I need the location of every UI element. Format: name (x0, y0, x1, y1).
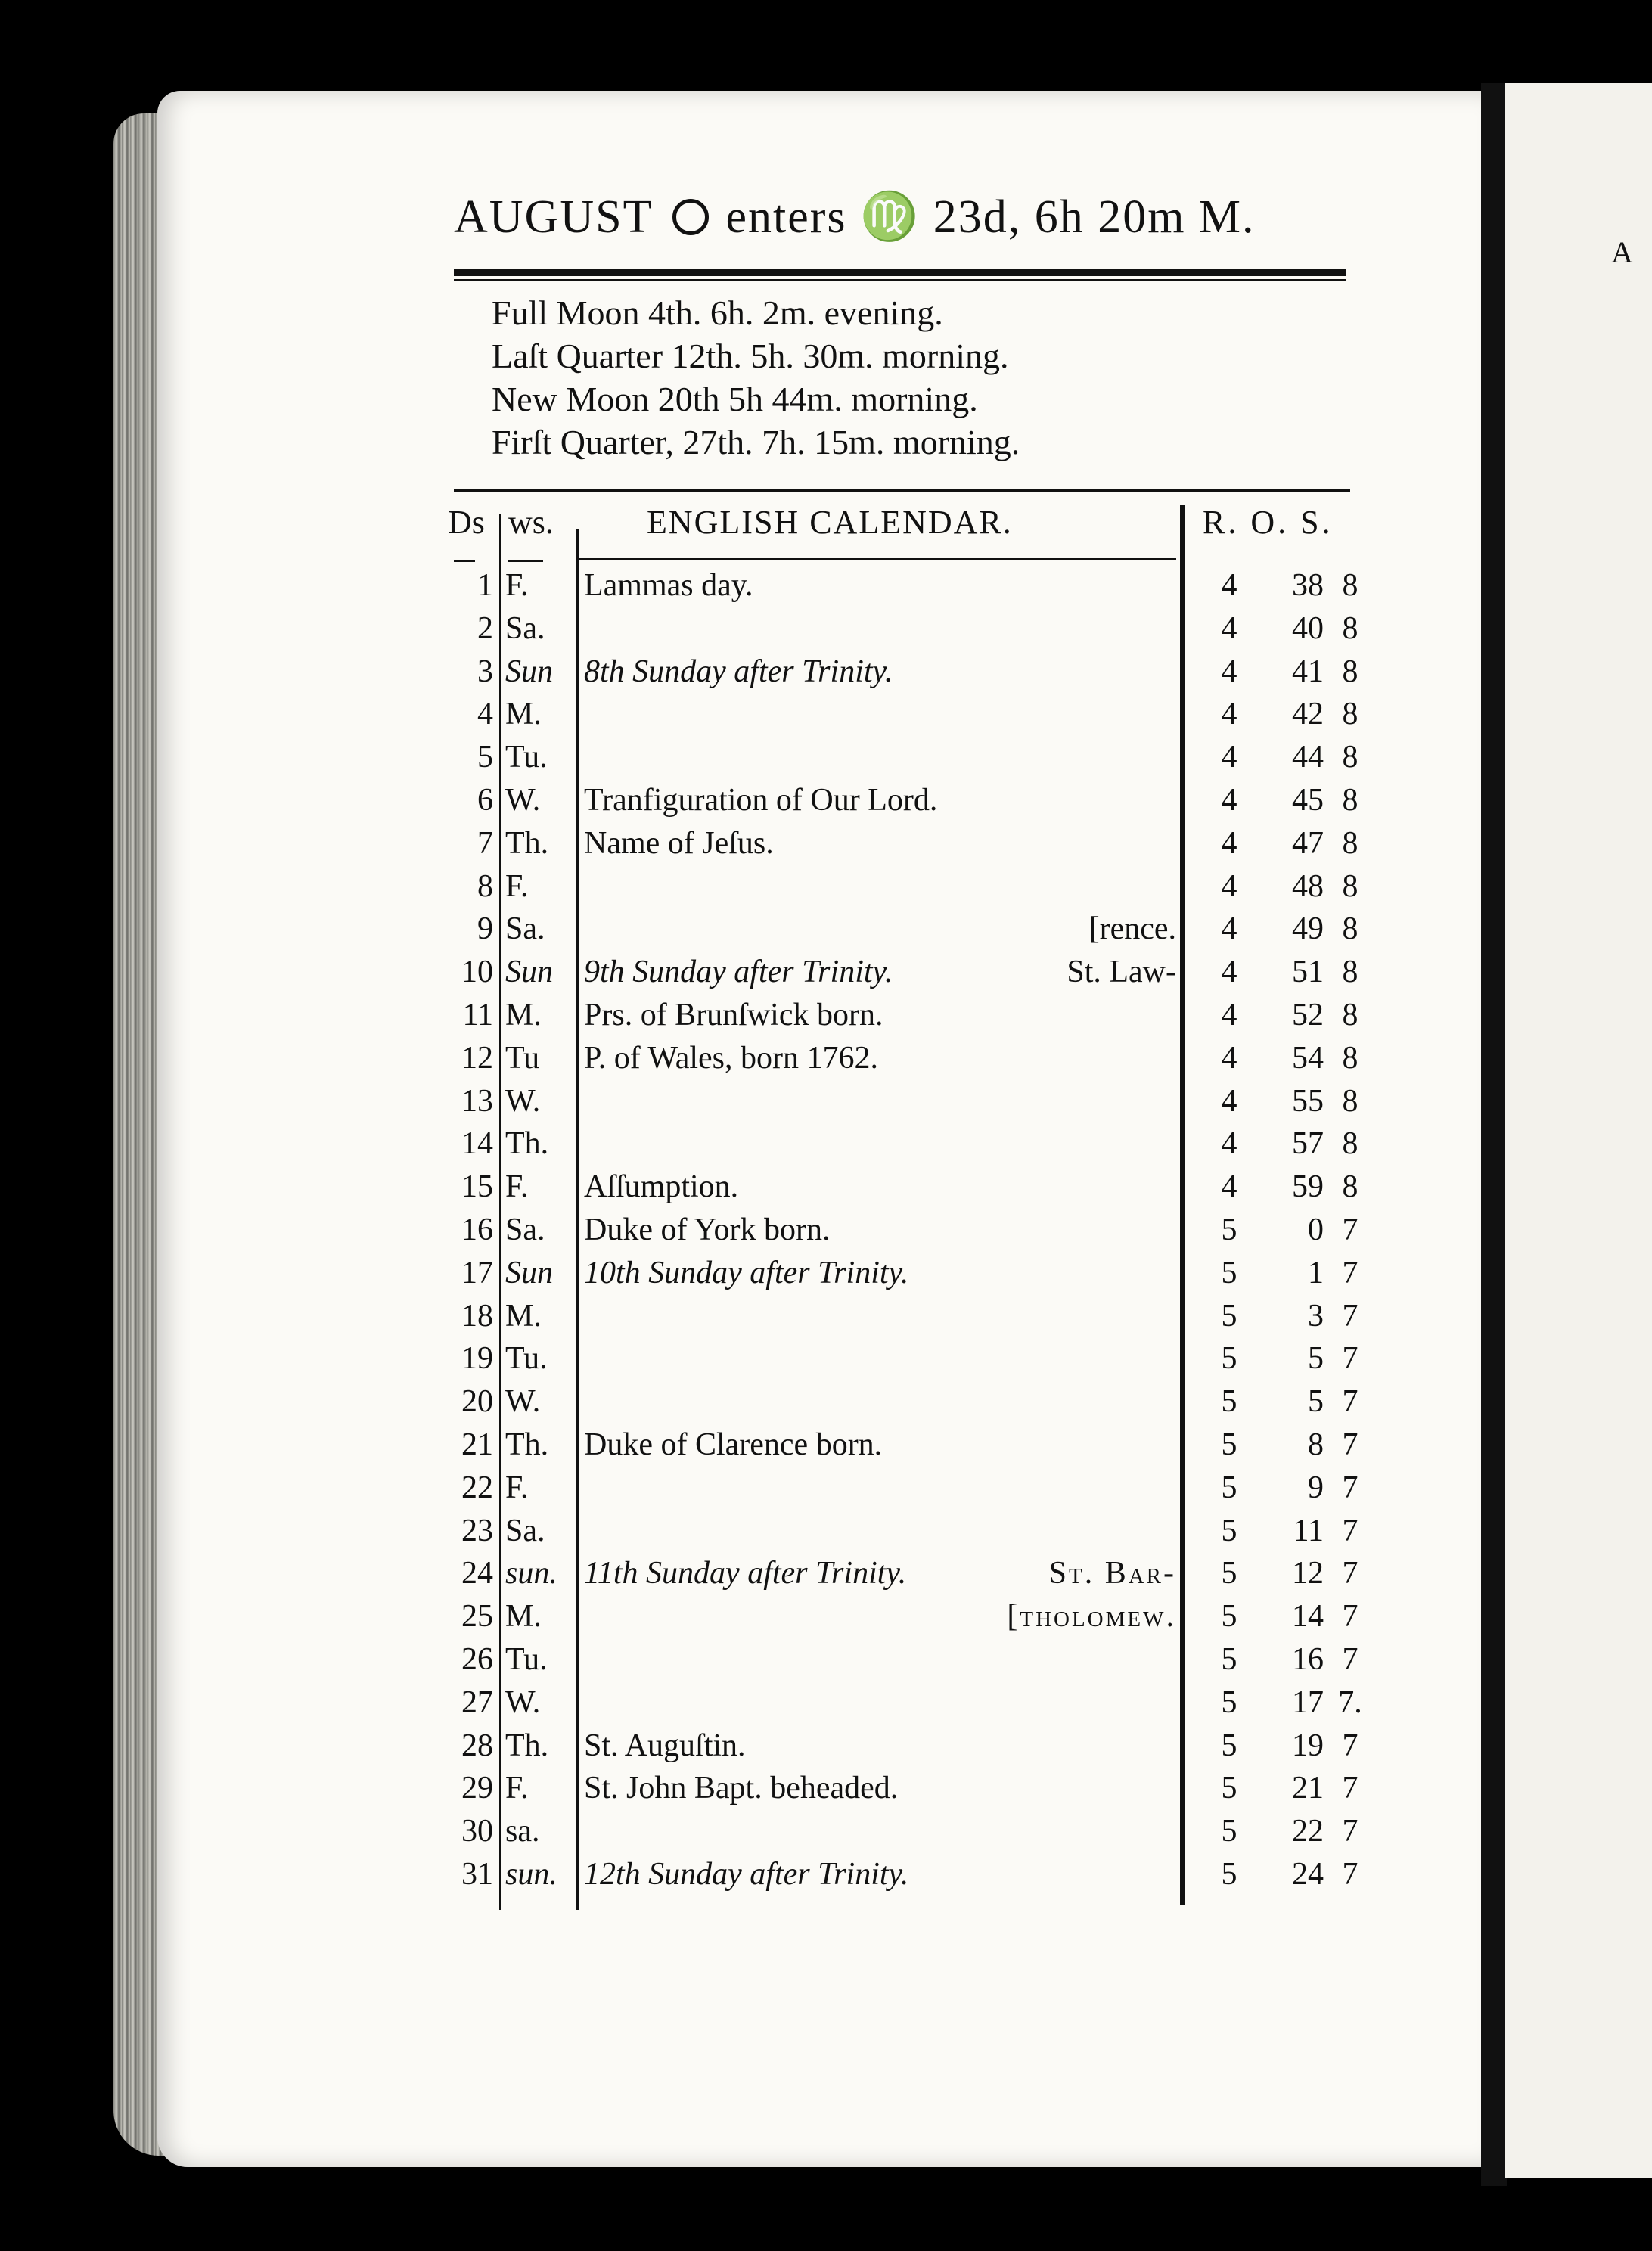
table-row (446, 1083, 1359, 1126)
set-hour: 7 (1342, 1255, 1359, 1290)
day-number: 16 (461, 1212, 493, 1247)
set-hour: 7 (1342, 1470, 1359, 1505)
table-row (446, 654, 1359, 697)
facing-page-fragment: A (1611, 235, 1633, 269)
table-row (446, 739, 1359, 782)
event-text: 8th Sunday after Trinity. (584, 654, 893, 689)
table-row (446, 954, 1359, 997)
event-text: St. John Bapt. beheaded. (584, 1771, 899, 1806)
weekday: Th. (505, 1126, 549, 1162)
rise-hour: 4 (1221, 568, 1237, 603)
set-hour: 7 (1342, 1298, 1359, 1334)
rise-minute: 1 (1308, 1255, 1324, 1290)
rise-hour: 4 (1221, 783, 1237, 818)
weekday: Tu. (505, 1642, 548, 1677)
day-number: 24 (461, 1556, 493, 1591)
phase-last-quarter: Laſt Quarter 12th. 5h. 30m. morning. (492, 337, 1009, 375)
table-row (446, 1212, 1359, 1255)
rise-minute: 44 (1292, 740, 1324, 775)
table-row (446, 868, 1359, 911)
table-row (446, 911, 1359, 954)
rise-hour: 4 (1221, 740, 1237, 775)
weekday: Sa. (505, 1513, 545, 1548)
set-hour: 7 (1342, 1427, 1359, 1462)
col-header-day: Ds (448, 504, 485, 541)
rise-minute: 49 (1292, 911, 1324, 947)
weekday: Sa. (505, 1212, 545, 1247)
day-number: 18 (461, 1298, 493, 1334)
table-row (446, 696, 1359, 739)
rise-hour: 4 (1221, 955, 1237, 990)
weekday: F. (505, 868, 529, 904)
rise-minute: 11 (1293, 1513, 1324, 1548)
rise-minute: 48 (1292, 868, 1324, 904)
table-row (446, 567, 1359, 610)
table-row (446, 1298, 1359, 1341)
rise-hour: 4 (1221, 1126, 1237, 1162)
rise-minute: 19 (1292, 1728, 1324, 1763)
event-text: P. of Wales, born 1762. (584, 1040, 878, 1076)
rise-minute: 51 (1292, 955, 1324, 990)
day-number: 20 (461, 1384, 493, 1420)
weekday: Tu. (505, 740, 548, 775)
day-number: 14 (461, 1126, 493, 1162)
set-hour: 8 (1342, 740, 1359, 775)
weekday: W. (505, 783, 541, 818)
phase-first-quarter: Firſt Quarter, 27th. 7h. 15m. morning. (492, 423, 1020, 461)
table-row (446, 610, 1359, 654)
calendar-header-underline (579, 558, 1176, 560)
rise-hour: 5 (1221, 1427, 1237, 1462)
day-number: 21 (461, 1427, 493, 1462)
event-text: Lammas day. (584, 568, 753, 603)
set-hour: 8 (1342, 955, 1359, 990)
rise-hour: 5 (1221, 1771, 1237, 1806)
heading-entry-text: enters ♍ 23d, 6h 20m M. (725, 191, 1256, 243)
rise-hour: 4 (1221, 911, 1237, 947)
page-heading (454, 189, 1362, 244)
rise-hour: 5 (1221, 1341, 1237, 1377)
day-number: 22 (461, 1470, 493, 1505)
weekday: F. (505, 568, 529, 603)
event-text: 10th Sunday after Trinity. (584, 1255, 909, 1290)
sun-symbol-icon (672, 199, 709, 235)
set-hour: 8 (1342, 1083, 1359, 1119)
weekday: Th. (505, 1427, 549, 1462)
rise-minute: 3 (1308, 1298, 1324, 1334)
weekday: sun. (505, 1857, 557, 1892)
set-hour: 8 (1342, 610, 1359, 646)
day-number: 15 (461, 1169, 493, 1205)
rise-hour: 5 (1221, 1684, 1237, 1720)
day-number: 27 (461, 1684, 493, 1720)
phase-full-moon: Full Moon 4th. 6h. 2m. evening. (492, 293, 943, 332)
set-hour: 8 (1342, 911, 1359, 947)
book-gutter (1481, 83, 1507, 2186)
day-number: 8 (477, 868, 493, 904)
table-row (446, 1040, 1359, 1083)
rise-hour: 5 (1221, 1642, 1237, 1677)
rise-hour: 5 (1221, 1599, 1237, 1635)
day-number: 11 (462, 998, 493, 1032)
set-hour: 7. (1338, 1684, 1362, 1720)
rise-minute: 16 (1292, 1642, 1324, 1677)
table-row (446, 825, 1359, 868)
rise-minute: 38 (1292, 568, 1324, 603)
weekday: M. (505, 1298, 542, 1334)
day-number: 10 (461, 955, 493, 990)
rise-minute: 45 (1292, 783, 1324, 818)
table-row (446, 782, 1359, 825)
event-continuation: [rence. (1088, 911, 1176, 947)
rise-hour: 4 (1221, 1083, 1237, 1119)
event-continuation: St. Bar- (1048, 1556, 1176, 1591)
set-hour: 7 (1342, 1857, 1359, 1892)
rise-minute: 8 (1308, 1427, 1324, 1462)
set-hour: 8 (1342, 868, 1359, 904)
rise-hour: 5 (1221, 1728, 1237, 1763)
weekday: Sa. (505, 610, 545, 646)
rise-hour: 5 (1221, 1298, 1237, 1334)
weekday: W. (505, 1083, 541, 1119)
heading-rule-thin (454, 279, 1346, 281)
weekday: Sa. (505, 911, 545, 947)
rise-minute: 21 (1292, 1771, 1324, 1806)
table-row (446, 1470, 1359, 1513)
event-continuation: St. Law- (1067, 955, 1176, 990)
rise-hour: 4 (1221, 998, 1237, 1032)
rise-hour: 5 (1221, 1814, 1237, 1849)
set-hour: 7 (1342, 1599, 1359, 1635)
event-text: Prs. of Brunſwick born. (584, 998, 883, 1032)
event-text: Aſſumption. (584, 1169, 739, 1205)
weekday: Tu. (505, 1341, 548, 1377)
day-number: 31 (461, 1857, 493, 1892)
rise-hour: 5 (1221, 1255, 1237, 1290)
rise-hour: 4 (1221, 825, 1237, 861)
weekday: F. (505, 1470, 529, 1505)
table-row (446, 1126, 1359, 1169)
table-row (446, 1770, 1359, 1813)
weekday: W. (505, 1384, 541, 1420)
rise-minute: 57 (1292, 1126, 1324, 1162)
phase-new-moon: New Moon 20th 5h 44m. morning. (492, 380, 978, 418)
month-title: AUGUST (454, 191, 654, 243)
set-hour: 7 (1342, 1384, 1359, 1420)
weekday: M. (505, 998, 542, 1032)
rise-hour: 5 (1221, 1857, 1237, 1892)
col-header-ros: R. O. S. (1203, 504, 1334, 541)
set-hour: 7 (1342, 1341, 1359, 1377)
rise-hour: 4 (1221, 697, 1237, 732)
set-hour: 8 (1342, 998, 1359, 1032)
rise-minute: 54 (1292, 1040, 1324, 1076)
table-row (446, 1340, 1359, 1383)
table-row (446, 1555, 1359, 1598)
table-row (446, 1383, 1359, 1427)
table-row (446, 1169, 1359, 1212)
weekday: Tu (505, 1040, 540, 1076)
day-number: 25 (461, 1599, 493, 1635)
rise-minute: 55 (1292, 1083, 1324, 1119)
set-hour: 7 (1342, 1513, 1359, 1548)
table-row (446, 1427, 1359, 1470)
weekday: Sun (505, 1255, 553, 1290)
col-header-calendar: ENGLISH CALENDAR. (647, 504, 1013, 541)
set-hour: 7 (1342, 1642, 1359, 1677)
set-hour: 8 (1342, 1040, 1359, 1076)
rise-minute: 9 (1308, 1470, 1324, 1505)
day-number: 3 (477, 654, 493, 689)
day-number: 4 (477, 697, 493, 732)
event-text: Tranfiguration of Our Lord. (584, 783, 938, 818)
set-hour: 8 (1342, 654, 1359, 689)
table-row (446, 1684, 1362, 1728)
weekday: Sun (505, 955, 553, 990)
weekday: F. (505, 1169, 529, 1205)
table-row (446, 1728, 1359, 1771)
day-number: 13 (461, 1083, 493, 1119)
rise-hour: 5 (1221, 1384, 1237, 1420)
weekday: Sun (505, 654, 553, 689)
rise-minute: 5 (1308, 1384, 1324, 1420)
day-header-underline (454, 560, 475, 562)
table-row (446, 1856, 1359, 1899)
weekday-header-underline (508, 560, 543, 562)
col-header-weekday: ws. (508, 504, 554, 541)
set-hour: 7 (1342, 1814, 1359, 1849)
rise-minute: 40 (1292, 610, 1324, 646)
rise-minute: 12 (1292, 1556, 1324, 1591)
rise-minute: 22 (1292, 1814, 1324, 1849)
day-number: 5 (477, 740, 493, 775)
rise-minute: 59 (1292, 1169, 1324, 1205)
event-text: St. Auguſtin. (584, 1728, 746, 1763)
event-text: 9th Sunday after Trinity. (584, 955, 893, 990)
heading-rule-thick (454, 269, 1346, 276)
weekday: W. (505, 1684, 541, 1720)
table-row (446, 1813, 1359, 1856)
set-hour: 7 (1342, 1212, 1359, 1247)
day-number: 28 (461, 1728, 493, 1763)
set-hour: 7 (1342, 1728, 1359, 1763)
rise-hour: 4 (1221, 654, 1237, 689)
weekday: F. (505, 1771, 529, 1806)
set-hour: 8 (1342, 1169, 1359, 1205)
table-top-rule (454, 489, 1350, 492)
event-text: 11th Sunday after Trinity. (584, 1556, 907, 1591)
rise-hour: 5 (1221, 1470, 1237, 1505)
weekday: M. (505, 1599, 542, 1635)
set-hour: 8 (1342, 568, 1359, 603)
weekday: Th. (505, 1728, 549, 1763)
rise-minute: 0 (1308, 1212, 1324, 1247)
rise-minute: 17 (1292, 1684, 1324, 1720)
set-hour: 7 (1342, 1556, 1359, 1591)
set-hour: 8 (1342, 697, 1359, 732)
event-text: Duke of Clarence born. (584, 1427, 883, 1462)
rise-hour: 4 (1221, 1040, 1237, 1076)
day-number: 7 (477, 825, 493, 861)
day-number: 30 (461, 1814, 493, 1849)
day-number: 2 (477, 610, 493, 646)
day-number: 6 (477, 783, 493, 818)
set-hour: 8 (1342, 783, 1359, 818)
rise-minute: 42 (1292, 697, 1324, 732)
day-number: 17 (461, 1255, 493, 1290)
weekday: sa. (505, 1814, 540, 1849)
rise-hour: 5 (1221, 1513, 1237, 1548)
day-number: 9 (477, 911, 493, 947)
day-number: 26 (461, 1642, 493, 1677)
table-row (446, 1598, 1359, 1641)
rise-minute: 41 (1292, 654, 1324, 689)
table-row (446, 1513, 1359, 1556)
day-number: 1 (477, 568, 493, 603)
rise-hour: 5 (1221, 1212, 1237, 1247)
weekday: M. (505, 697, 542, 732)
day-number: 23 (461, 1513, 493, 1548)
facing-page (1505, 83, 1652, 2178)
day-number: 29 (461, 1771, 493, 1806)
set-hour: 8 (1342, 825, 1359, 861)
rise-minute: 14 (1292, 1599, 1324, 1635)
event-text: Duke of York born. (584, 1212, 831, 1247)
day-number: 19 (461, 1341, 493, 1377)
table-row (446, 1255, 1359, 1298)
rise-minute: 52 (1292, 998, 1324, 1032)
rise-hour: 4 (1221, 610, 1237, 646)
weekday: Th. (505, 825, 549, 861)
moon-phases (492, 291, 1020, 464)
rise-minute: 24 (1292, 1857, 1324, 1892)
event-text: Name of Jeſus. (584, 825, 774, 861)
set-hour: 7 (1342, 1771, 1359, 1806)
rise-minute: 47 (1292, 825, 1324, 861)
event-text: 12th Sunday after Trinity. (584, 1857, 909, 1892)
weekday: sun. (505, 1556, 557, 1591)
table-row (446, 997, 1359, 1040)
table-row (446, 1641, 1359, 1684)
rise-minute: 5 (1308, 1341, 1324, 1377)
day-number: 12 (461, 1040, 493, 1076)
rise-hour: 4 (1221, 868, 1237, 904)
rise-hour: 5 (1221, 1556, 1237, 1591)
set-hour: 8 (1342, 1126, 1359, 1162)
rise-hour: 4 (1221, 1169, 1237, 1205)
event-continuation: [tholomew. (1007, 1599, 1176, 1635)
